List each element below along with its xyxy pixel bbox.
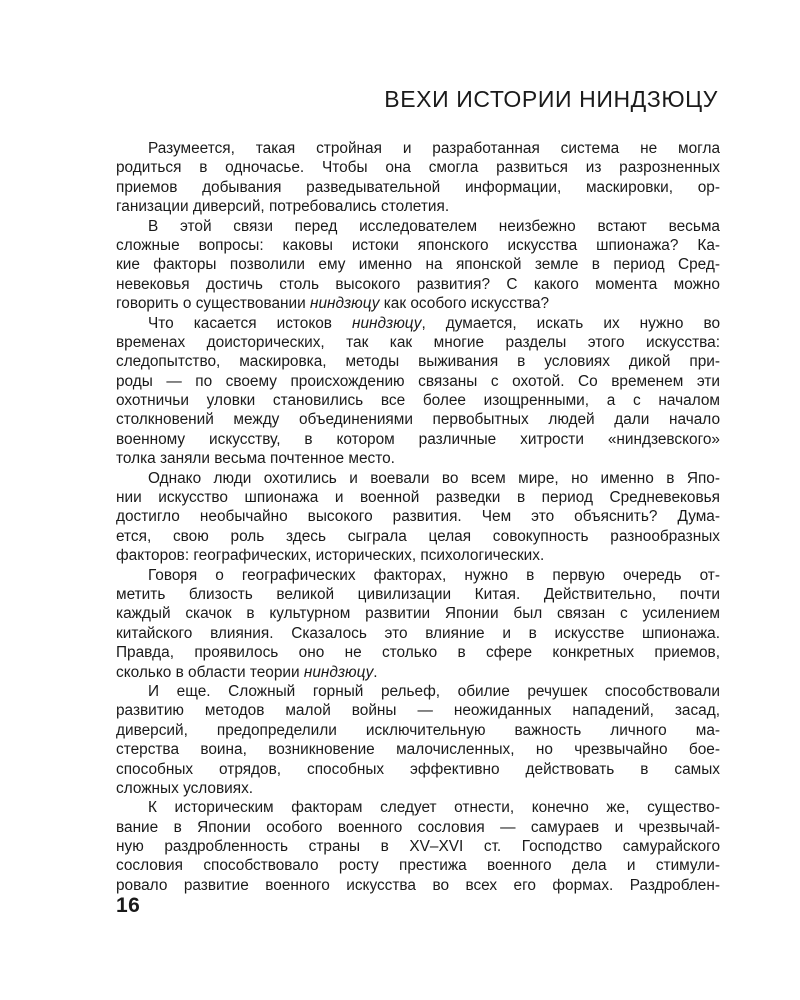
text-line [116, 294, 720, 313]
text-line [116, 197, 720, 216]
text-run: кие факторы позволили ему именно на японской земле в период Сред- [116, 256, 720, 274]
text-run: сложные вопросы: каковы истоки японского искусства шпионажа? Ка- [116, 236, 720, 254]
text-run: военному искусству, в котором различные хитрости «ниндзевского» [116, 430, 720, 448]
text-run: Правда, проявилось оно не столько в сфере конкретных приемов, [116, 644, 720, 662]
text-line [116, 701, 720, 720]
text-run: невековья достичь столь высокого развития? С какого момента можно [116, 275, 720, 293]
text-line [116, 275, 720, 294]
text-run: ровало развитие военного искусства во всех его формах. Раздроблен- [116, 876, 720, 894]
text-line [116, 469, 720, 488]
text-line [116, 255, 720, 274]
text-run: факторов: географических, исторических, психологических. [116, 547, 545, 565]
text-run: Однако люди охотились и воевали во всем мире, но именно в Япо- [148, 469, 720, 487]
text-line [116, 682, 720, 701]
text-line [116, 527, 720, 546]
body-text [116, 139, 720, 895]
text-line [116, 410, 720, 429]
text-line [116, 856, 720, 875]
text-run: И еще. Сложный горный рельеф, обилие речушек способствовали [148, 682, 720, 700]
text-run: толка заняли весьма почтенное место. [116, 450, 395, 468]
text-line [116, 507, 720, 526]
text-run: Разумеется, такая стройная и разработанная система не могла [148, 140, 720, 157]
text-run: ганизации диверсий, потребовались столетия. [116, 198, 450, 216]
italic-term: ниндзюцу [310, 295, 380, 313]
italic-term: ниндзюцу [303, 663, 374, 681]
text-run: роды — по своему происхождению связаны с охотой. Со временем эти [116, 372, 720, 390]
text-line [116, 217, 720, 236]
italic-term: ниндзюцу [352, 314, 422, 332]
text-run: стерства воина, возникновение малочисленных, но чрезвычайно бое- [116, 741, 720, 759]
text-line [116, 566, 720, 585]
text-line [116, 643, 720, 662]
text-run: сословия способствовало росту престижа военного дела и стимули- [116, 857, 720, 875]
text-line [116, 837, 720, 856]
text-line [116, 158, 720, 177]
text-run: , думается, искать их нужно во [421, 314, 720, 332]
text-run: вание в Японии особого военного сословия — самураев и чрезвычай- [116, 818, 720, 836]
text-line [116, 352, 720, 371]
text-run: нии искусство шпионажа и военной разведки в период Средневековья [116, 489, 720, 507]
text-run: способных отрядов, способных эффективно действовать в самых [116, 760, 720, 778]
text-run: приемов добывания разведывательной информации, маскировки, ор- [116, 178, 720, 196]
text-line [116, 585, 720, 604]
text-run: В этой связи перед исследователем неизбежно встают весьма [148, 217, 720, 235]
text-run: метить близость великой цивилизации Китая. Действительно, почти [116, 585, 720, 603]
text-run: родиться в одночасье. Чтобы она смогла развиться из разрозненных [116, 159, 720, 177]
text-run: Говоря о географических факторах, нужно в первую очередь от- [148, 566, 720, 584]
text-run: сколько в области теории [116, 663, 304, 681]
running-head-title: ВЕХИ ИСТОРИИ НИНДЗЮЦУ [384, 86, 718, 112]
text-line [116, 779, 720, 798]
text-line [116, 391, 720, 410]
text-run: говорить о существовании [116, 295, 311, 313]
text-run: Что касается истоков [148, 314, 353, 332]
text-line [116, 449, 720, 468]
text-run: сложных условиях. [116, 779, 254, 797]
text-line [116, 178, 720, 197]
text-run: развитию методов малой войны — неожиданных нападений, засад, [116, 702, 720, 720]
text-run: временах доисторических, так как многие разделы этого искусства: [116, 333, 720, 351]
text-run: китайского влияния. Сказалось это влияние и в искусстве шпионажа. [116, 624, 720, 642]
text-run: каждый скачок в культурном развитии Японии был связан с усилением [116, 605, 720, 623]
text-line [116, 740, 720, 759]
text-run: охотничьи уловки становились все более изощренными, а с началом [116, 392, 720, 410]
text-line [116, 488, 720, 507]
text-line [116, 798, 720, 817]
text-run: столкновений между объединениями первобытных людей дали начало [116, 411, 720, 429]
text-run: достигло необычайно высокого развития. Чем это объяснить? Дума- [116, 508, 720, 526]
text-line [116, 372, 720, 391]
text-line [116, 546, 720, 565]
text-line [116, 876, 720, 895]
text-line [116, 333, 720, 352]
text-line [116, 721, 720, 740]
text-line [116, 236, 720, 255]
text-line [116, 430, 720, 449]
text-run: К историческим факторам следует отнести, конечно же, существо- [148, 799, 720, 817]
text-run: ную раздробленность страны в XV–XVI ст. Господство самурайского [116, 838, 720, 856]
text-line [116, 604, 720, 623]
text-run: . [373, 663, 378, 681]
text-run: ется, свою роль здесь сыграла целая совокупность разнообразных [116, 527, 720, 545]
text-line [116, 760, 720, 779]
text-line [116, 624, 720, 643]
text-line [116, 663, 720, 682]
text-line [116, 818, 720, 837]
text-line [116, 314, 720, 333]
page-number: 16 [116, 894, 141, 917]
text-run: диверсий, предопределили исключительную важность личного ма- [116, 721, 720, 739]
text-run: как особого искусства? [379, 295, 550, 313]
text-run: следопытство, маскировка, методы выживания в условиях дикой при- [116, 353, 720, 371]
text-line [116, 139, 720, 158]
